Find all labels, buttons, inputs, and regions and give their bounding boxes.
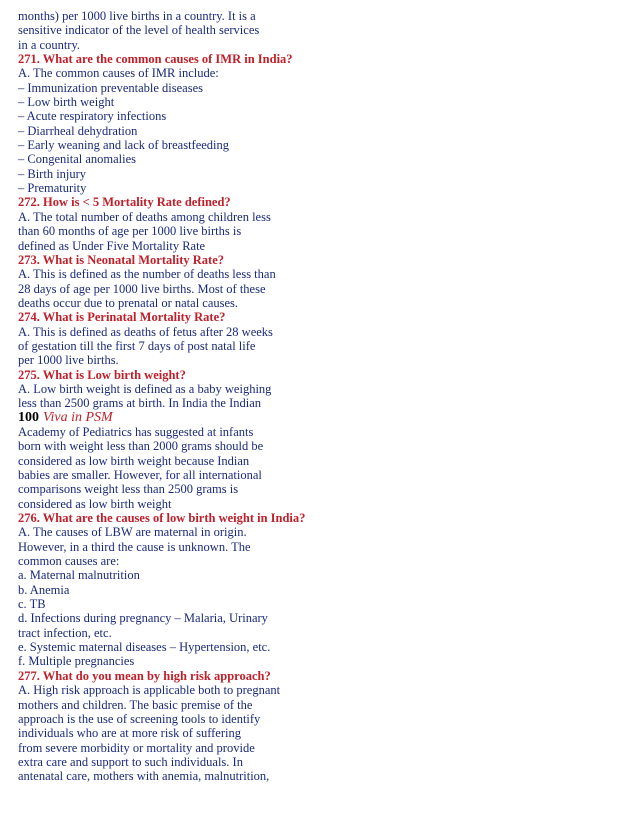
text-line: months) per 1000 live births in a country. It is a: [18, 9, 256, 23]
text-line: – Low birth weight: [18, 95, 115, 110]
text-line: individuals who are at more risk of suffering: [18, 726, 241, 741]
question-heading: 275. What is Low birth weight?: [18, 367, 186, 382]
text-line: than 60 months of age per 1000 live births is: [18, 224, 242, 239]
text-line: A. Low birth weight is defined as a baby weighing: [18, 381, 272, 396]
text-line: extra care and support to such individuals. In: [18, 754, 243, 769]
text-line: babies are smaller. However, for all international: [18, 468, 262, 482]
text-line: common causes are:: [18, 554, 120, 569]
question-heading: 276. What are the causes of low birth weight in India?: [18, 511, 306, 526]
text-line: – Immunization preventable diseases: [18, 80, 204, 95]
question-heading: 271. What are the common causes of IMR in India?: [18, 52, 293, 67]
text-line: sensitive indicator of the level of health services: [18, 23, 260, 38]
text-line: However, in a third the cause is unknown. The: [18, 539, 251, 554]
question-heading: 272. How is < 5 Mortality Rate defined?: [18, 195, 231, 210]
text-line: 28 days of age per 1000 live births. Most of these: [18, 281, 266, 296]
text-line: deaths occur due to prenatal or natal causes.: [18, 295, 239, 310]
text-line: approach is the use of screening tools to identify: [18, 711, 261, 726]
text-line: A. The causes of LBW are maternal in origin.: [18, 525, 247, 540]
text-line: – Prematurity: [18, 181, 87, 196]
page-header: [18, 411, 618, 425]
text-line: A. The total number of deaths among children less: [18, 209, 271, 224]
text-line: born with weight less than 2000 grams should be: [18, 439, 264, 454]
text-line: f. Multiple pregnancies: [18, 654, 135, 669]
text-line: c. TB: [18, 597, 46, 612]
text-line: – Congenital anomalies: [18, 152, 137, 167]
text-line: – Birth injury: [18, 166, 87, 181]
text-line: considered as low birth weight: [18, 496, 172, 511]
text-line: antenatal care, mothers with anemia, malnutrition,: [18, 769, 270, 784]
text-line: A. This is defined as deaths of fetus after 28 weeks: [18, 324, 273, 339]
text-line: d. Infections during pregnancy – Malaria, Urinary: [18, 611, 268, 626]
document-page: [18, 9, 618, 784]
text-line: in a country.: [18, 37, 81, 52]
text-line: from severe morbidity or mortality and provide: [18, 740, 255, 755]
text-line: – Diarrheal dehydration: [18, 123, 138, 138]
text-line: less than 2500 grams at birth. In India the Indian: [18, 396, 261, 411]
text-line: defined as Under Five Mortality Rate: [18, 238, 206, 253]
text-line: considered as low birth weight because Indian: [18, 453, 250, 468]
running-title: Viva in PSM: [43, 409, 113, 425]
text-line: of gestation till the first 7 days of post natal life: [18, 338, 256, 353]
text-line: – Early weaning and lack of breastfeeding: [18, 138, 230, 153]
text-line: Academy of Pediatrics has suggested at infants: [18, 424, 254, 439]
text-line: tract infection, etc.: [18, 625, 112, 640]
question-heading: 277. What do you mean by high risk approach?: [18, 668, 271, 683]
text-line: A. High risk approach is applicable both to pregnant: [18, 683, 281, 698]
question-heading: 273. What is Neonatal Mortality Rate?: [18, 252, 224, 267]
text-line: a. Maternal malnutrition: [18, 568, 140, 583]
text-line: per 1000 live births.: [18, 353, 119, 368]
question-heading: 274. What is Perinatal Mortality Rate?: [18, 310, 226, 325]
text-line: b. Anemia: [18, 582, 70, 597]
text-line: – Acute respiratory infections: [18, 109, 167, 124]
text-line: A. The common causes of IMR include:: [18, 66, 219, 81]
text-line: comparisons weight less than 2500 grams is: [18, 482, 239, 497]
page-number: 100: [18, 409, 39, 425]
text-line: mothers and children. The basic premise of the: [18, 697, 253, 712]
text-line: e. Systemic maternal diseases – Hypertension, etc.: [18, 640, 271, 655]
text-line: A. This is defined as the number of deaths less than: [18, 267, 276, 282]
